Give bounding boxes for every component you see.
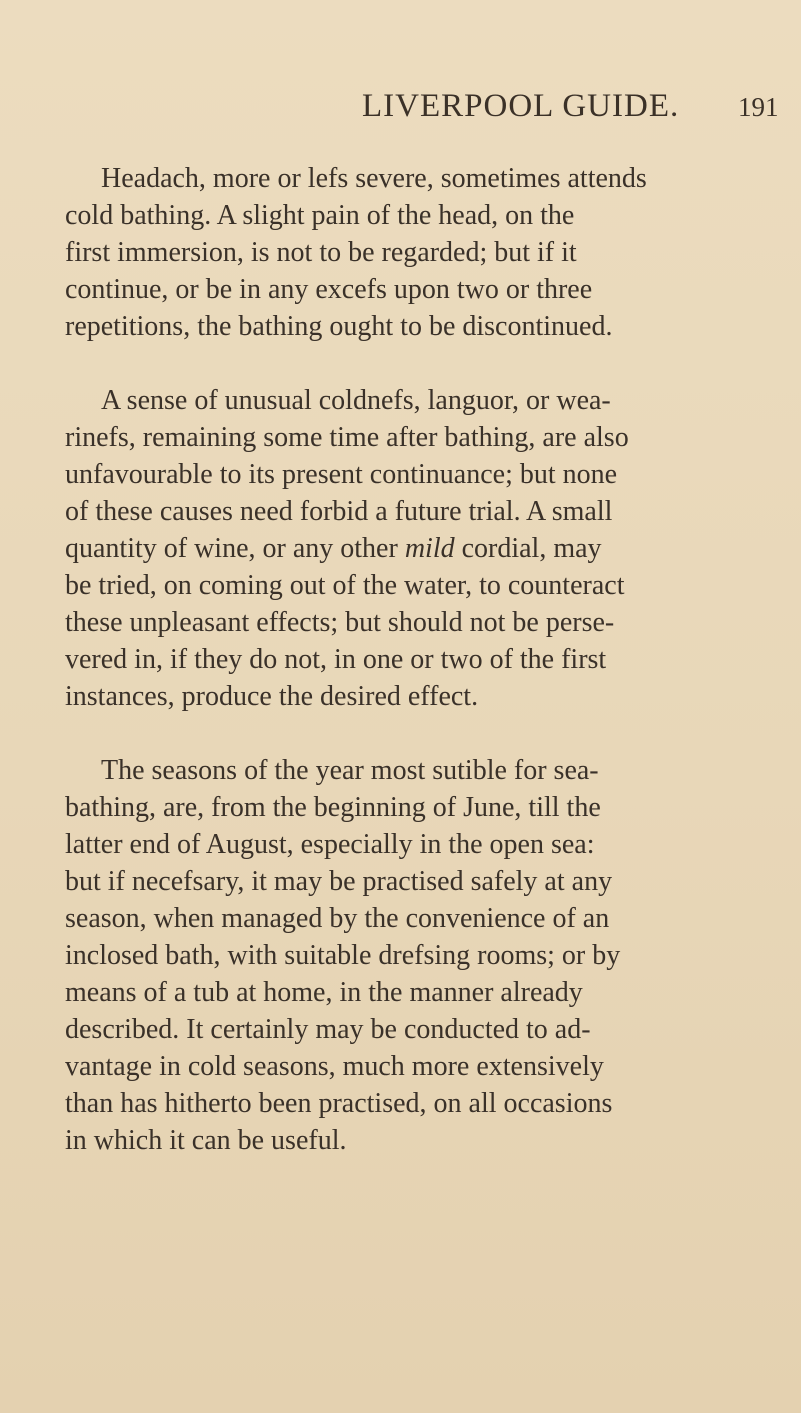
running-head: LIVERPOOL GUIDE. (362, 88, 680, 124)
italic-word: mild (404, 533, 455, 564)
text-line: vantage in cold seasons, much more extensively (65, 1051, 604, 1082)
text-line: repetitions, the bathing ought to be discontinued. (65, 311, 613, 342)
text-line: first immersion, is not to be regarded; but if it (65, 237, 577, 268)
text-span: cordial, may (461, 533, 602, 564)
text-line: latter end of August, especially in the open sea: (65, 829, 595, 860)
text-line: rinefs, remaining some time after bathing, are also (65, 422, 629, 453)
text-line: A sense of unusual coldnefs, languor, or wea- (101, 385, 611, 416)
body-text (65, 160, 801, 1159)
paragraph-seasons (65, 752, 801, 1159)
text-line: these unpleasant effects; but should not be perse- (65, 607, 615, 638)
text-line: of these causes need forbid a future trial. A small (65, 496, 613, 527)
text-line: be tried, on coming out of the water, to counteract (65, 570, 625, 601)
text-line: cold bathing. A slight pain of the head, on the (65, 200, 575, 231)
text-line: season, when managed by the convenience of an (65, 903, 610, 934)
paragraph-headach (65, 160, 801, 345)
page-header (0, 88, 801, 138)
text-line: unfavourable to its present continuance; but none (65, 459, 618, 490)
paragraph-coldness (65, 382, 801, 715)
text-line: The seasons of the year most sutible for sea- (101, 755, 599, 786)
text-line: instances, produce the desired effect. (65, 681, 479, 712)
page-number: 191 (738, 92, 779, 122)
text-span: quantity of wine, or any other (65, 533, 398, 564)
text-line: means of a tub at home, in the manner already (65, 977, 583, 1008)
text-line: bathing, are, from the beginning of June, till the (65, 792, 601, 823)
text-line: than has hitherto been practised, on all occasions (65, 1088, 613, 1119)
text-line: described. It certainly may be conducted to ad- (65, 1014, 591, 1045)
text-line: continue, or be in any excefs upon two or three (65, 274, 593, 305)
text-line: but if necefsary, it may be practised safely at any (65, 866, 613, 897)
text-line-mixed (65, 530, 801, 567)
text-line: in which it can be useful. (65, 1125, 347, 1156)
text-line: vered in, if they do not, in one or two of the first (65, 644, 607, 675)
text-line: inclosed bath, with suitable drefsing rooms; or by (65, 940, 621, 971)
text-line: Headach, more or lefs severe, sometimes attends (101, 163, 647, 194)
